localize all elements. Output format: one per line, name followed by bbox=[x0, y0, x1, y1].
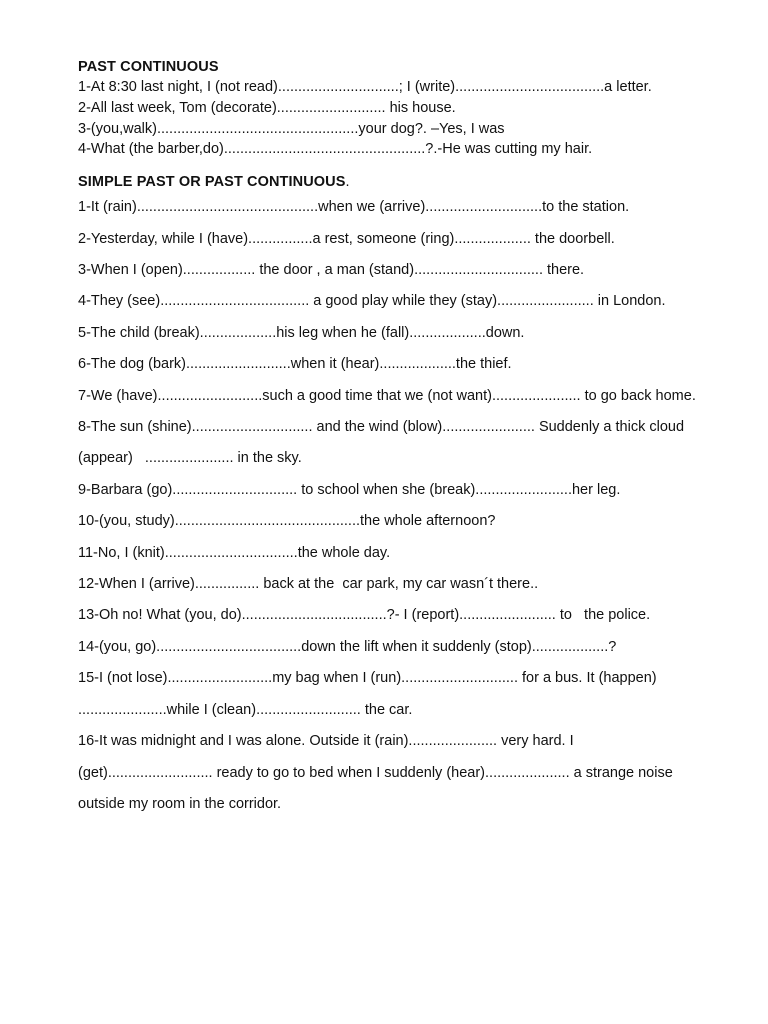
exercise-item: 1-It (rain).............................................when we (arrive).............................to the station. bbox=[78, 199, 630, 216]
section-spacer bbox=[78, 160, 708, 173]
worksheet-page bbox=[78, 58, 708, 820]
exercise-item: 4-What (the barber,do)..................................................?.-He was cutting my hair. bbox=[78, 141, 593, 158]
exercise-item: 6-The dog (bark)..........................when it (hear)...................the thief. bbox=[78, 356, 512, 373]
exercise-item: 3-(you,walk)..................................................your dog?. –Yes, I was bbox=[78, 120, 505, 137]
exercise-item: 15-I (not lose)..........................my bag when I (run)............................. for a bus. It (happen) ......................while I (clean).......................... the car. bbox=[78, 670, 661, 718]
exercise-item: 1-At 8:30 last night, I (not read)..............................; I (write).....................................a letter. bbox=[78, 79, 652, 95]
section-simple-past-or-past-continuous-title bbox=[78, 173, 708, 192]
section-past-continuous-title bbox=[78, 58, 708, 77]
exercise-item: 8-The sun (shine).............................. and the wind (blow)....................... Suddenly a thick cloud (appear) ...................... in the sky. bbox=[78, 419, 689, 467]
exercise-item: 3-When I (open).................. the door , a man (stand)................................ there. bbox=[78, 262, 585, 278]
exercise-item: 16-It was midnight and I was alone. Outside it (rain)...................... very hard. I (get).......................... ready to go to bed when I suddenly (hear)..................... a strange noise outside my room in the corridor. bbox=[78, 733, 677, 812]
exercise-item: 2-Yesterday, while I (have)................a rest, someone (ring)................... the doorbell. bbox=[78, 230, 615, 247]
exercise-item: 2-All last week, Tom (decorate)........................... his house. bbox=[78, 99, 456, 116]
section-title-text: SIMPLE PAST OR PAST CONTINUOUS bbox=[78, 174, 346, 191]
exercise-item: 4-They (see)..................................... a good play while they (stay)........................ in London. bbox=[78, 293, 666, 310]
exercise-item: 11-No, I (knit).................................the whole day. bbox=[78, 544, 391, 561]
exercise-item: 13-Oh no! What (you, do)....................................?- I (report)........................ to the police. bbox=[78, 607, 651, 624]
exercise-item: 9-Barbara (go)............................... to school when she (break)........................her leg. bbox=[78, 481, 621, 498]
exercise-item: 12-When I (arrive)................ back at the car park, my car wasn´t there.. bbox=[78, 576, 539, 593]
exercise-item: 7-We (have)..........................such a good time that we (not want)...................... to go back home. bbox=[78, 387, 696, 404]
exercise-item: 10-(you, study)..............................................the whole afternoon? bbox=[78, 513, 496, 530]
exercise-item: 5-The child (break)...................his leg when he (fall)...................down. bbox=[78, 324, 525, 341]
exercise-item: 14-(you, go)....................................down the lift when it suddenly (stop)...................? bbox=[78, 638, 617, 655]
section-title-text: PAST CONTINUOUS bbox=[78, 59, 219, 75]
section-title-suffix: . bbox=[345, 174, 350, 191]
